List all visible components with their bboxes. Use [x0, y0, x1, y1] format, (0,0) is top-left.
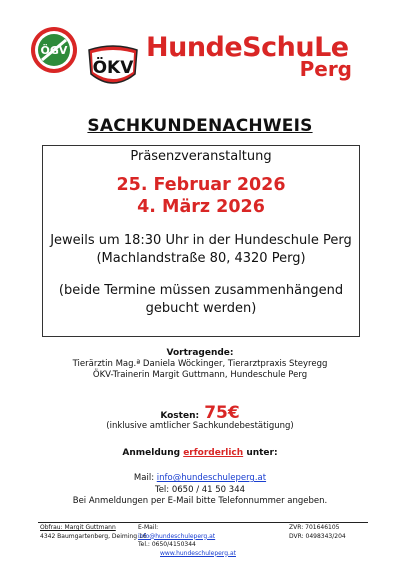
event-time-line: Jeweils um 18:30 Uhr in der Hundeschule Perg	[50, 233, 352, 248]
cost-price: 75€	[204, 403, 240, 423]
registration-prefix: Anmeldung	[122, 448, 181, 458]
event-date-1: 25. Februar 2026	[116, 175, 286, 195]
oegv-logo-text: ÖGV	[40, 44, 68, 57]
footer-dvr: DVR: 0498343/204	[289, 532, 346, 540]
event-location	[43, 232, 359, 268]
footer-website-link[interactable]: www.hundeschuleperg.at	[160, 549, 236, 557]
cost-section	[0, 403, 400, 431]
event-note-line1: (beide Termine müssen zusammenhängend	[58, 283, 344, 298]
page-title: SACHKUNDENACHWEIS	[87, 116, 313, 136]
registration-suffix: unter:	[246, 448, 278, 458]
event-address-line: (Machlandstraße 80, 4320 Perg)	[96, 251, 306, 266]
brand-name: HundeSchuLe	[146, 32, 349, 63]
oekv-logo-text: ÖKV	[92, 58, 134, 78]
event-box	[42, 145, 360, 337]
event-subtitle: Präsenzveranstaltung	[130, 149, 272, 164]
registration-section	[0, 448, 400, 458]
footer-email-label: E-Mail:	[138, 524, 159, 531]
mail-link[interactable]: info@hundeschuleperg.at	[156, 473, 267, 483]
speakers-heading: Vortragende:	[166, 348, 234, 358]
oegv-logo	[30, 26, 78, 74]
footer-registry-column	[289, 524, 346, 541]
oekv-logo	[86, 44, 140, 90]
brand-location: Perg	[299, 57, 352, 81]
footer-zvr: ZVR: 701646105	[289, 524, 340, 531]
contact-phone: Tel: 0650 / 41 50 344	[154, 484, 246, 495]
footer-address: 4342 Baumgartenberg, Deiming 16	[40, 532, 147, 540]
event-date-2: 4. März 2026	[137, 197, 265, 217]
speaker-2: ÖKV-Trainerin Margit Guttmann, Hundeschule Perg	[92, 370, 308, 380]
cost-label: Kosten:	[160, 411, 200, 421]
mail-label: Mail:	[133, 473, 155, 483]
registration-required: erforderlich	[183, 448, 244, 458]
footer-owner: Obfrau: Margit Guttmann	[40, 524, 116, 531]
speaker-1: Tierärztin Mag.ª Daniela Wöckinger, Tierarztpraxis Steyregg	[72, 359, 328, 369]
footer-divider	[38, 522, 368, 523]
event-note-line2: gebucht werden)	[145, 301, 257, 316]
footer-tel: Tel.: 0650/4150344	[138, 541, 196, 548]
cost-note: (inklusive amtlicher Sachkundebestätigung)	[106, 421, 294, 431]
contact-note: Bei Anmeldungen per E-Mail bitte Telefonnummer angeben.	[72, 496, 328, 506]
speakers-section	[0, 348, 400, 381]
event-note	[43, 282, 359, 318]
contact-section	[0, 473, 400, 508]
brand-logo	[146, 34, 356, 79]
footer-contact-column	[138, 524, 236, 558]
footer-owner-column	[40, 524, 147, 541]
footer-email-link[interactable]: info@hundeschuleperg.at	[138, 532, 216, 540]
